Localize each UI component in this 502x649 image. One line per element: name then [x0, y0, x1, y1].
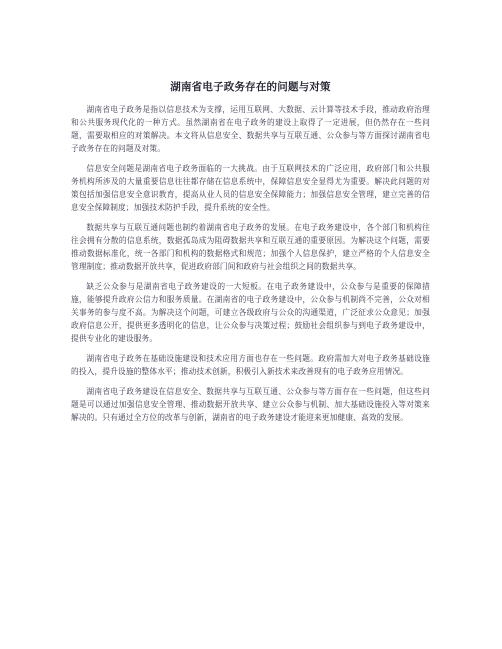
- paragraph-public-participation: 缺乏公众参与是湖南省电子政务建设的一大短板。在电子政务建设中，公众参与是重要的保障措施，能够提升政府公信力和服务质量。在湖南省的电子政务建设中，公众参与机制尚不完善，公众对相关事务的参与度不高。为解决这个问题，可建立各级政府与公众的沟通渠道，广泛征求公众意见；加强政府信息公开，提供更多透明化的信息，让公众参与决策过程；鼓励社会组织参与到电子政务建设中，提供专业化的建设服务。: [71, 282, 430, 343]
- paragraph-data-sharing: 数据共享与互联互通问题也制约着湖南省电子政务的发展。在电子政务建设中，各个部门和机构往往会拥有分散的信息系统，数据孤岛成为阻碍数据共享和互联互通的重要原因。为解决这个问题，需要推动数据标准化，统一各部门和机构的数据格式和规范；加强个人信息保护，建立严格的个人信息安全管理制度；推动数据开放共享，促进政府部门间和政府与社会组织之间的数据共享。: [71, 223, 430, 271]
- paragraph-conclusion: 湖南省电子政务建设在信息安全、数据共享与互联互通、公众参与等方面存在一些问题，但这些问题是可以通过加强信息安全管理、推动数据开放共享、建立公众参与机制、加大基础设施投入等对策来解决的。只有通过全方位的改革与创新，湖南省的电子政务建设才能迎来更加健康、高效的发展。: [71, 387, 430, 422]
- document-title: 湖南省电子政务存在的问题与对策: [170, 81, 331, 93]
- paragraph-information-security: 信息安全问题是湖南省电子政务面临的一大挑战。由于互联网技术的广泛应用，政府部门和公共服务机构所涉及的大量重要信息往往都存储在信息系统中，保障信息安全显得尤为重要。解决此问题的对策包括加强信息安全意识教育，提高从业人员的信息安全保障能力；加强信息安全管理，建立完善的信息安全保障制度；加强技术防护手段，提升系统的安全性。: [71, 164, 430, 212]
- paragraph-intro: 湖南省电子政务是指以信息技术为支撑，运用互联网、大数据、云计算等技术手段，推动政府治理和公共服务现代化的一种方式。虽然湖南省在电子政务的建设上取得了一定进展，但仍然存在一些问题，需要取相应的对策解决。本文将从信息安全、数据共享与互联互通、公众参与等方面探讨湖南省电子政务存在的问题及对策。: [71, 105, 430, 153]
- paragraph-infrastructure: 湖南省电子政务在基础设施建设和技术应用方面也存在一些问题。政府需加大对电子政务基础设施的投入，提升设施的整体水平；推动技术创新，积极引入新技术来改善现有的电子政务应用情况。: [71, 354, 430, 376]
